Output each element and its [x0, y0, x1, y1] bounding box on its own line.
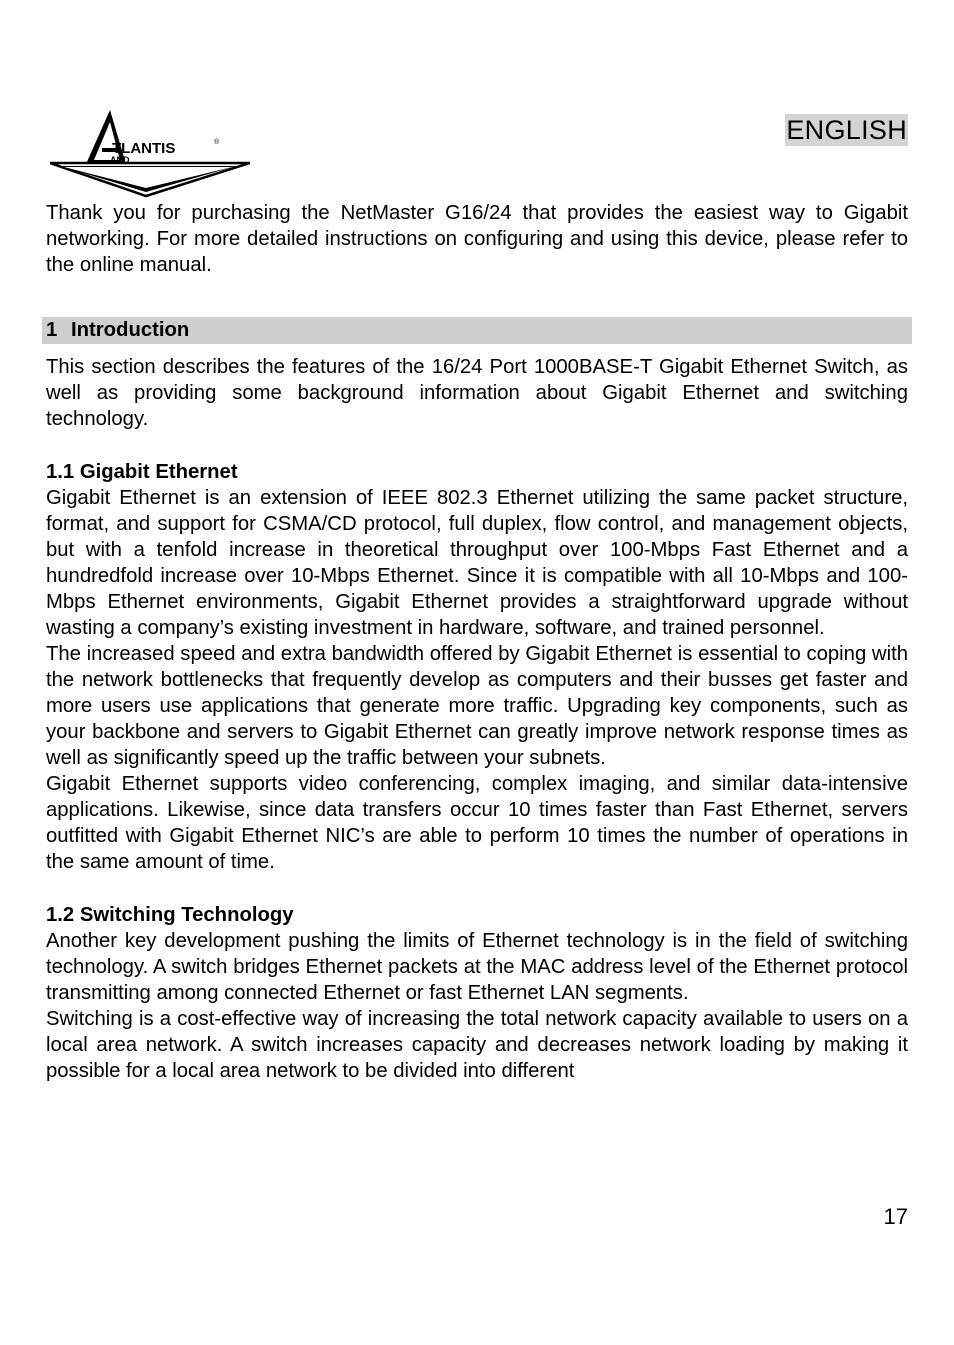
intro-paragraph: Thank you for purchasing the NetMaster G16/24 that provides the easiest way to Gigabit networking. For more detailed instructions on configuring and using this device, please refer to the online manual. — [46, 202, 908, 276]
language-label: ENGLISH — [786, 115, 907, 145]
subsection-heading-gigabit: 1.1 Gigabit Ethernet — [46, 461, 238, 483]
section-paragraph: This section describes the features of the 16/24 Port 1000BASE-T Gigabit Ethernet Switch, as well as providing some background information about Gigabit Ethernet and switching technology. — [46, 356, 908, 430]
gigabit-paragraph-1: Gigabit Ethernet is an extension of IEEE 802.3 Ethernet utilizing the same packet structure, format, and support for CSMA/CD protocol, full duplex, flow control, and management objects, but with a tenfold increase in theoretical throughput over 100-Mbps Fast Ethernet and a hundredfold increase over 10-Mbps Ethernet. Since it is compatible with all 10-Mbps and 100-Mbps Ethernet environments, Gigabit Ethernet provides a straightforward upgrade without wasting a company’s existing investment in hardware, software, and trained personnel. — [46, 487, 908, 639]
gigabit-paragraph-2: The increased speed and extra bandwidth offered by Gigabit Ethernet is essential to coping with the network bottlenecks that frequently develop as computers and their busses get faster and more users use applications that generate more traffic. Upgrading key components, such as your backbone and servers to Gigabit Ethernet can greatly improve network response times as well as significantly speed up the traffic between your subnets. — [46, 643, 908, 769]
svg-text:®: ® — [214, 139, 220, 146]
switching-paragraph-2: Switching is a cost-effective way of increasing the total network capacity available to users on a local area network. A switch increases capacity and decreases network loading by making it possible for a local area network to be divided into different — [46, 1008, 908, 1082]
section-heading — [42, 317, 912, 344]
svg-text:AND: AND — [110, 155, 130, 165]
atlantis-logo — [50, 108, 250, 198]
section-title: Introduction — [71, 319, 190, 341]
section-number: 1 — [46, 319, 58, 341]
subsection-heading-switching: 1.2 Switching Technology — [46, 904, 294, 926]
switching-paragraph-1: Another key development pushing the limits of Ethernet technology is in the field of switching technology. A switch bridges Ethernet packets at the MAC address level of the Ethernet protocol transmitting among connected Ethernet or fast Ethernet LAN segments. — [46, 930, 908, 1004]
atlantis-logo-graphic — [50, 108, 250, 198]
svg-text:TLANTIS: TLANTIS — [112, 140, 176, 157]
document-body — [46, 200, 908, 1084]
page-number: 17 — [883, 1204, 908, 1229]
gigabit-paragraph-3: Gigabit Ethernet supports video conferencing, complex imaging, and similar data-intensive applications. Likewise, since data transfers occur 10 times faster than Fast Ethernet, servers outfitted with Gigabit Ethernet NIC’s are able to perform 10 times the number of operations in the same amount of time. — [46, 773, 908, 873]
